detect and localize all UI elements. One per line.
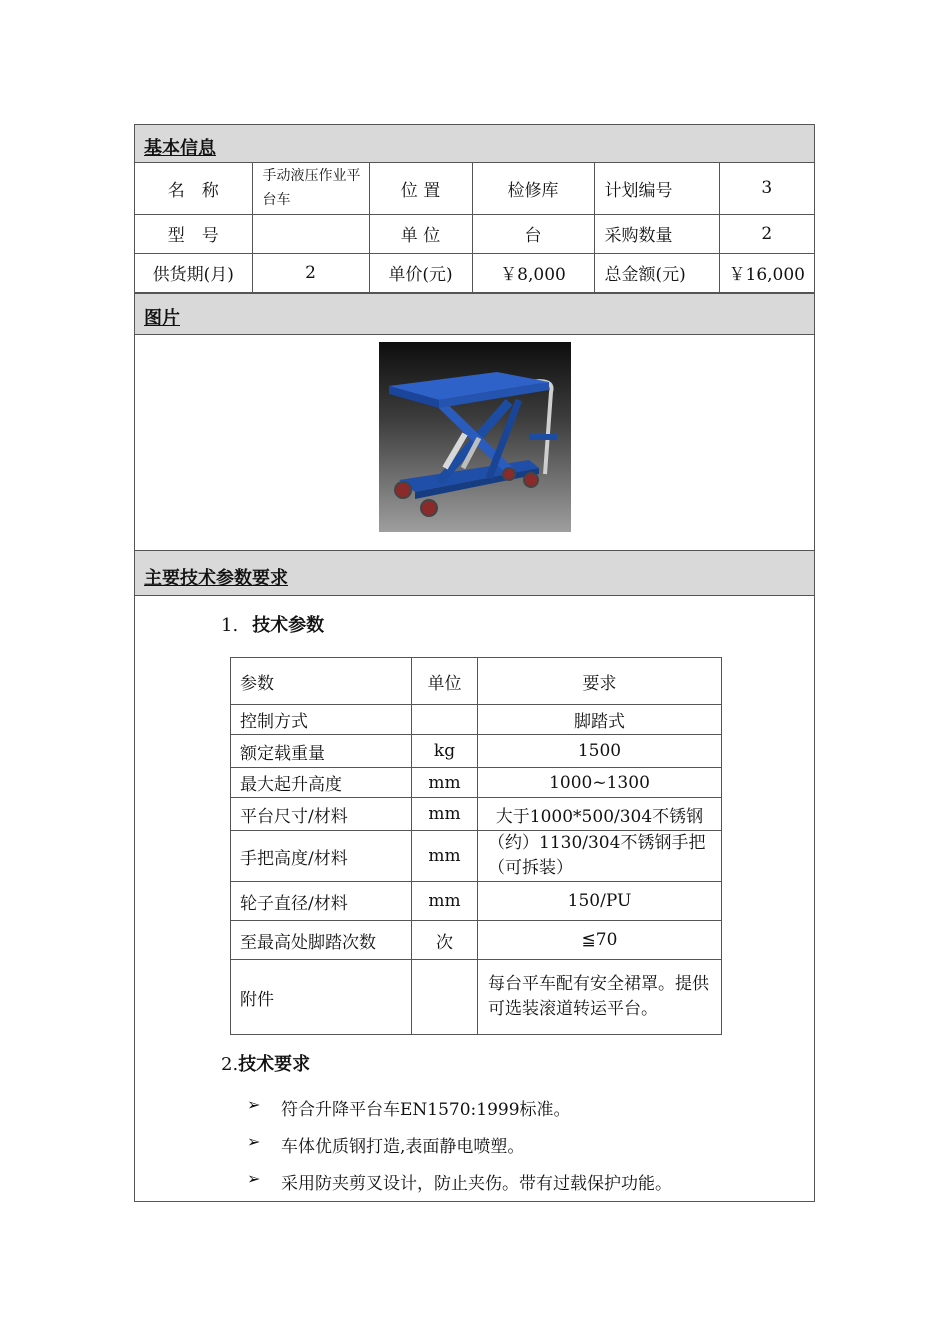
table-row — [231, 831, 722, 882]
list-item — [247, 1132, 672, 1169]
param-requirement: 1500 — [478, 735, 722, 768]
param-unit: kg — [412, 735, 478, 768]
param-name: 附件 — [231, 960, 412, 1035]
param-name: 最大起升高度 — [231, 768, 412, 798]
section-header-basic-info — [135, 125, 814, 163]
table-row — [231, 705, 722, 735]
label-purchase-qty: 采购数量 — [594, 214, 719, 253]
value-unit-price: ￥8,000 — [472, 253, 594, 292]
param-unit: mm — [412, 768, 478, 798]
requirements-list — [247, 1095, 672, 1206]
section-header-picture — [135, 293, 814, 335]
param-name: 至最高处脚踏次数 — [231, 921, 412, 960]
param-unit: mm — [412, 798, 478, 831]
list-item — [247, 1095, 672, 1132]
list-item-text: 采用防夹剪叉设计，防止夹伤。带有过载保护功能。 — [281, 1174, 672, 1194]
param-unit — [412, 705, 478, 735]
params-header-param: 参数 — [231, 658, 412, 705]
params-header-row — [231, 658, 722, 705]
value-unit: 台 — [472, 214, 594, 253]
param-unit: mm — [412, 882, 478, 921]
arrow-bullet-icon: ➢ — [247, 1132, 261, 1151]
label-unit-price: 单价(元) — [369, 253, 472, 292]
param-name: 控制方式 — [231, 705, 412, 735]
section-title-basic-info: 基本信息 — [144, 138, 216, 159]
basic-info-row — [135, 253, 814, 292]
section-title-picture: 图片 — [144, 308, 180, 329]
arrow-bullet-icon: ➢ — [247, 1095, 261, 1114]
subheading-number: 1. — [221, 615, 239, 636]
product-photo — [379, 342, 571, 532]
table-row — [231, 882, 722, 921]
param-requirement: 1000~1300 — [478, 768, 722, 798]
param-name: 额定载重量 — [231, 735, 412, 768]
params-header-requirement: 要求 — [478, 658, 722, 705]
basic-info-table — [135, 163, 814, 293]
label-plan-number: 计划编号 — [594, 163, 719, 214]
value-total-amount: ￥16,000 — [719, 253, 814, 292]
param-requirement: 脚踏式 — [478, 705, 722, 735]
param-name: 轮子直径/材料 — [231, 882, 412, 921]
value-location: 检修库 — [472, 163, 594, 214]
basic-info-row — [135, 163, 814, 214]
param-requirement: 150/PU — [478, 882, 722, 921]
label-model: 型 号 — [135, 214, 252, 253]
params-header-unit: 单位 — [412, 658, 478, 705]
subheading-tech-requirements — [221, 1050, 310, 1076]
param-requirement: ≦70 — [478, 921, 722, 960]
value-purchase-qty: 2 — [719, 214, 814, 253]
table-row — [231, 960, 722, 1035]
subheading-tech-params — [221, 611, 324, 637]
param-requirement: 大于1000*500/304不锈钢 — [478, 798, 722, 831]
table-row — [231, 768, 722, 798]
section-header-tech — [135, 550, 814, 596]
param-unit — [412, 960, 478, 1035]
value-plan-number: 3 — [719, 163, 814, 214]
list-item — [247, 1169, 672, 1206]
label-name: 名 称 — [135, 163, 252, 214]
label-unit: 单 位 — [369, 214, 472, 253]
table-row — [231, 921, 722, 960]
label-location: 位 置 — [369, 163, 472, 214]
list-item-text: 符合升降平台车EN1570:1999标准。 — [281, 1100, 571, 1120]
value-model — [252, 214, 369, 253]
subheading-number: 2. — [221, 1054, 239, 1075]
arrow-bullet-icon: ➢ — [247, 1169, 261, 1188]
tech-params-table — [230, 657, 722, 1035]
table-row — [231, 798, 722, 831]
section-title-tech: 主要技术参数要求 — [144, 568, 288, 589]
param-name: 手把高度/材料 — [231, 831, 412, 882]
basic-info-row — [135, 214, 814, 253]
scissor-lift-cart-illustration — [379, 342, 571, 532]
param-unit: 次 — [412, 921, 478, 960]
label-delivery-period: 供货期(月) — [135, 253, 252, 292]
value-delivery-period: 2 — [252, 253, 369, 292]
subheading-text: 技术要求 — [238, 1054, 311, 1075]
param-unit: mm — [412, 831, 478, 882]
table-row — [231, 735, 722, 768]
spec-sheet-frame — [134, 124, 815, 1202]
subheading-text: 技术参数 — [252, 615, 325, 636]
param-name: 平台尺寸/材料 — [231, 798, 412, 831]
list-item-text: 车体优质钢打造,表面静电喷塑。 — [281, 1137, 525, 1157]
param-requirement: （约）1130/304不锈钢手把（可拆装） — [478, 831, 722, 882]
value-name: 手动液压作业平台车 — [252, 163, 369, 214]
label-total-amount: 总金额(元) — [594, 253, 719, 292]
param-requirement: 每台平车配有安全裙罩。提供可选装滚道转运平台。 — [478, 960, 722, 1035]
